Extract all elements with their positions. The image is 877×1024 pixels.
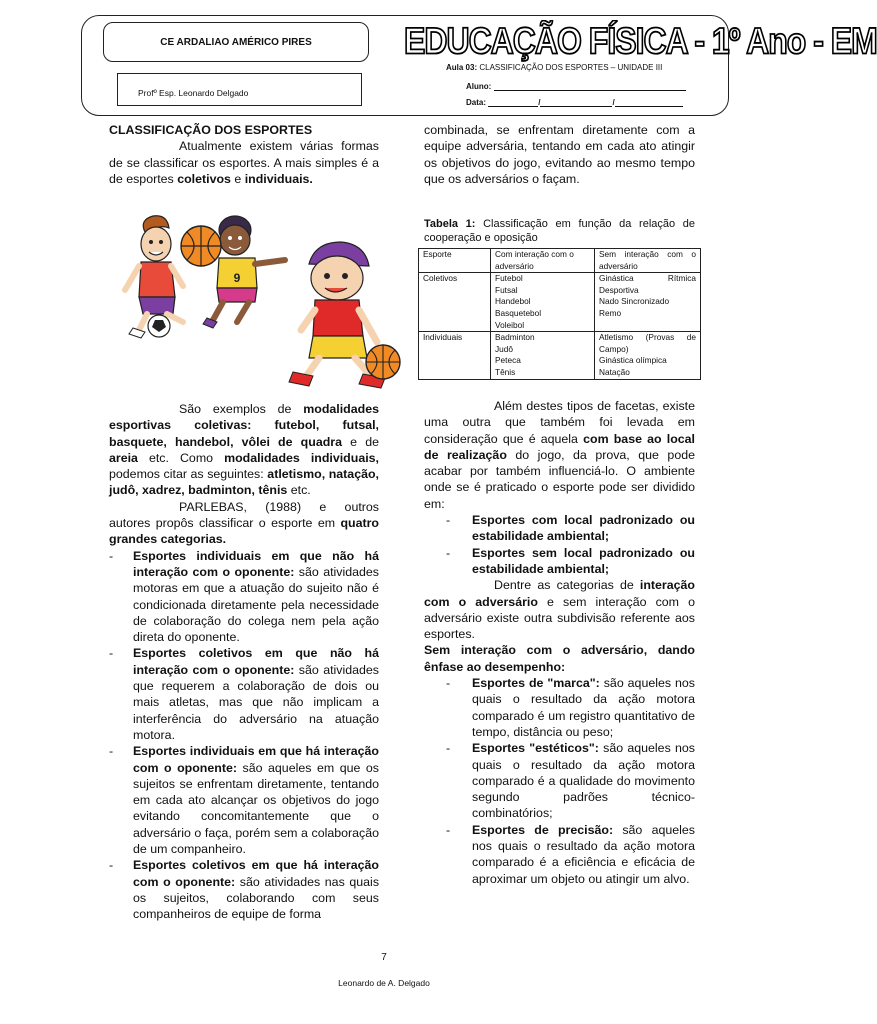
table-header-cell: Esporte [419, 249, 491, 273]
classification-table [418, 248, 701, 380]
table-header-row [419, 249, 701, 273]
category-item-1: - Esportes individuais em que não há interação com o oponente: são atividades motoras em que a atuação do sujeito não é condicionada diretamente pela necessidade de colaboração do colega nem pela ação direta do oponente. [109, 548, 379, 645]
table-cell-without-interaction: Ginástica Rítmica Desportiva Nado Sincronizado Remo [595, 273, 701, 332]
table-cell-with-interaction: Futebol Futsal Handebol Basquetebol Voleibol [491, 273, 595, 332]
environment-item-2: - Esportes sem local padronizado ou estabilidade ambiental; [446, 545, 695, 576]
table-cell-with-interaction: Badminton Judô Peteca Tênis [491, 332, 595, 379]
category-item-3: - Esportes individuais em que há interação com o oponente: são aqueles em que os sujeitos se enfrentam diretamente, tentando em cada ato alcançar os objetivos do jogo evitando concomitantemente que o adversário o faça, porém sem a colaboração de um companheiro. [109, 744, 379, 857]
lesson-info [446, 63, 662, 72]
table-row [419, 273, 701, 332]
date-slash-2: / [612, 98, 615, 107]
date-field[interactable] [466, 97, 683, 107]
parlebas-paragraph: PARLEBAS, (1988) e outros autores propôs classificar o esporte em quatro grandes categorias. [109, 499, 379, 547]
table-header-cell: Com interação com o adversário [491, 249, 595, 273]
date-slash-1: / [538, 98, 541, 107]
footer-author: Leonardo de A. Delgado [338, 978, 430, 988]
environment-item-1: - Esportes com local padronizado ou estabilidade ambiental; [446, 513, 695, 544]
right-column-top [424, 122, 695, 187]
subdivision-heading: Sem interação com o adversário, dando ênfase ao desempenho: [424, 643, 695, 674]
student-line[interactable] [494, 81, 686, 91]
intro-paragraph: Atualmente existem várias formas de se classificar os esportes. A mais simples é a de esportes coletivos e individuais. [109, 139, 379, 186]
lesson-label: Aula 03: [446, 63, 478, 72]
jersey-number: 9 [233, 271, 241, 285]
date-day-line[interactable] [488, 97, 541, 107]
basketball-icon [366, 345, 400, 379]
right-column-bottom [424, 398, 695, 887]
subdivision-paragraph: Dentre as categorias de interação com o adversário e sem interação com o adversário existe outra subdivisão referente aos esportes. [424, 578, 695, 642]
date-year-line[interactable] [615, 97, 683, 107]
left-column-bottom [109, 401, 379, 923]
performance-item-3: - Esportes de precisão: são aqueles nos quais o resultado da ação motora comparado é a eficiência e eficácia de aproximar um objeto ou atingir um alvo. [446, 822, 695, 886]
table-cell-category: Individuais [419, 332, 491, 379]
category-item-2: - Esportes coletivos em que não há interação com o oponente: são atividades que requerem a colaboração de dois ou mais atletas, mas que não implicam a interferência do adversário na atuação motora. [109, 646, 379, 742]
school-name: CE ARDALIAO AMÉRICO PIRES [103, 22, 369, 62]
page-number: 7 [381, 952, 387, 963]
performance-item-1: - Esportes de "marca": são aqueles nos quais o resultado da ação motora comparado é um registro quantitativo de tempo, distância ou peso; [446, 676, 695, 739]
date-label: Data: [466, 98, 487, 107]
basketball-icon [181, 226, 221, 266]
student-field[interactable] [466, 81, 686, 91]
soccer-ball-icon [148, 315, 170, 337]
student-label: Aluno: [466, 82, 492, 91]
location-paragraph: Além destes tipos de facetas, existe uma outra que também foi levada em consideração que é aquela com base ao local de realização do jogo, da prova, que pode acabar por também influenciá-lo. O ambiente onde se é praticado o esporte pode ser dividido em: [424, 399, 695, 511]
professor-name: Profº Esp. Leonardo Delgado [117, 73, 362, 106]
table-row [419, 332, 701, 379]
table-caption: Tabela 1: Classificação em função da relação de cooperação e oposição [424, 218, 695, 244]
performance-item-2: - Esportes "estéticos": são aqueles nos quais o resultado da ação motora comparado é a qualidade do movimento segundo padrões técnico-combinatórios; [446, 741, 695, 821]
continuation-paragraph: combinada, se enfrentam diretamente com a equipe adversária, tentando em cada ato atingir os objetivos do jogo, evitando ao mesmo tempo que os adversários o façam. [424, 123, 695, 186]
table-header-cell: Sem interação com o adversário [595, 249, 701, 273]
table-cell-without-interaction: Atletismo (Provas de Campo) Ginástica olímpica Natação [595, 332, 701, 379]
table-cell-category: Coletivos [419, 273, 491, 332]
page-title: EDUCAÇÃO FÍSICA - 1º Ano - EM [404, 20, 877, 62]
date-month-line[interactable] [540, 97, 615, 107]
section-heading: CLASSIFICAÇÃO DOS ESPORTES [109, 123, 313, 137]
category-item-4: - Esportes coletivos em que há interação com o oponente: são atividades nas quais os sujeitos, colaborando com seus companheiros de equipe de forma [109, 858, 380, 922]
lesson-text: CLASSIFICAÇÃO DOS ESPORTES – UNIDADE III [477, 63, 663, 72]
left-column-top [109, 122, 379, 187]
examples-paragraph: São exemplos de modalidades esportivas coletivas: futebol, futsal, basquete, handebol, vôlei de quadra e de areia etc. Como modalidades individuais, podemos citar as seguintes: atletismo, natação, judô, xadrez, badminton, tênis etc. [109, 402, 379, 498]
kids-playing-sports-illustration [109, 202, 409, 398]
